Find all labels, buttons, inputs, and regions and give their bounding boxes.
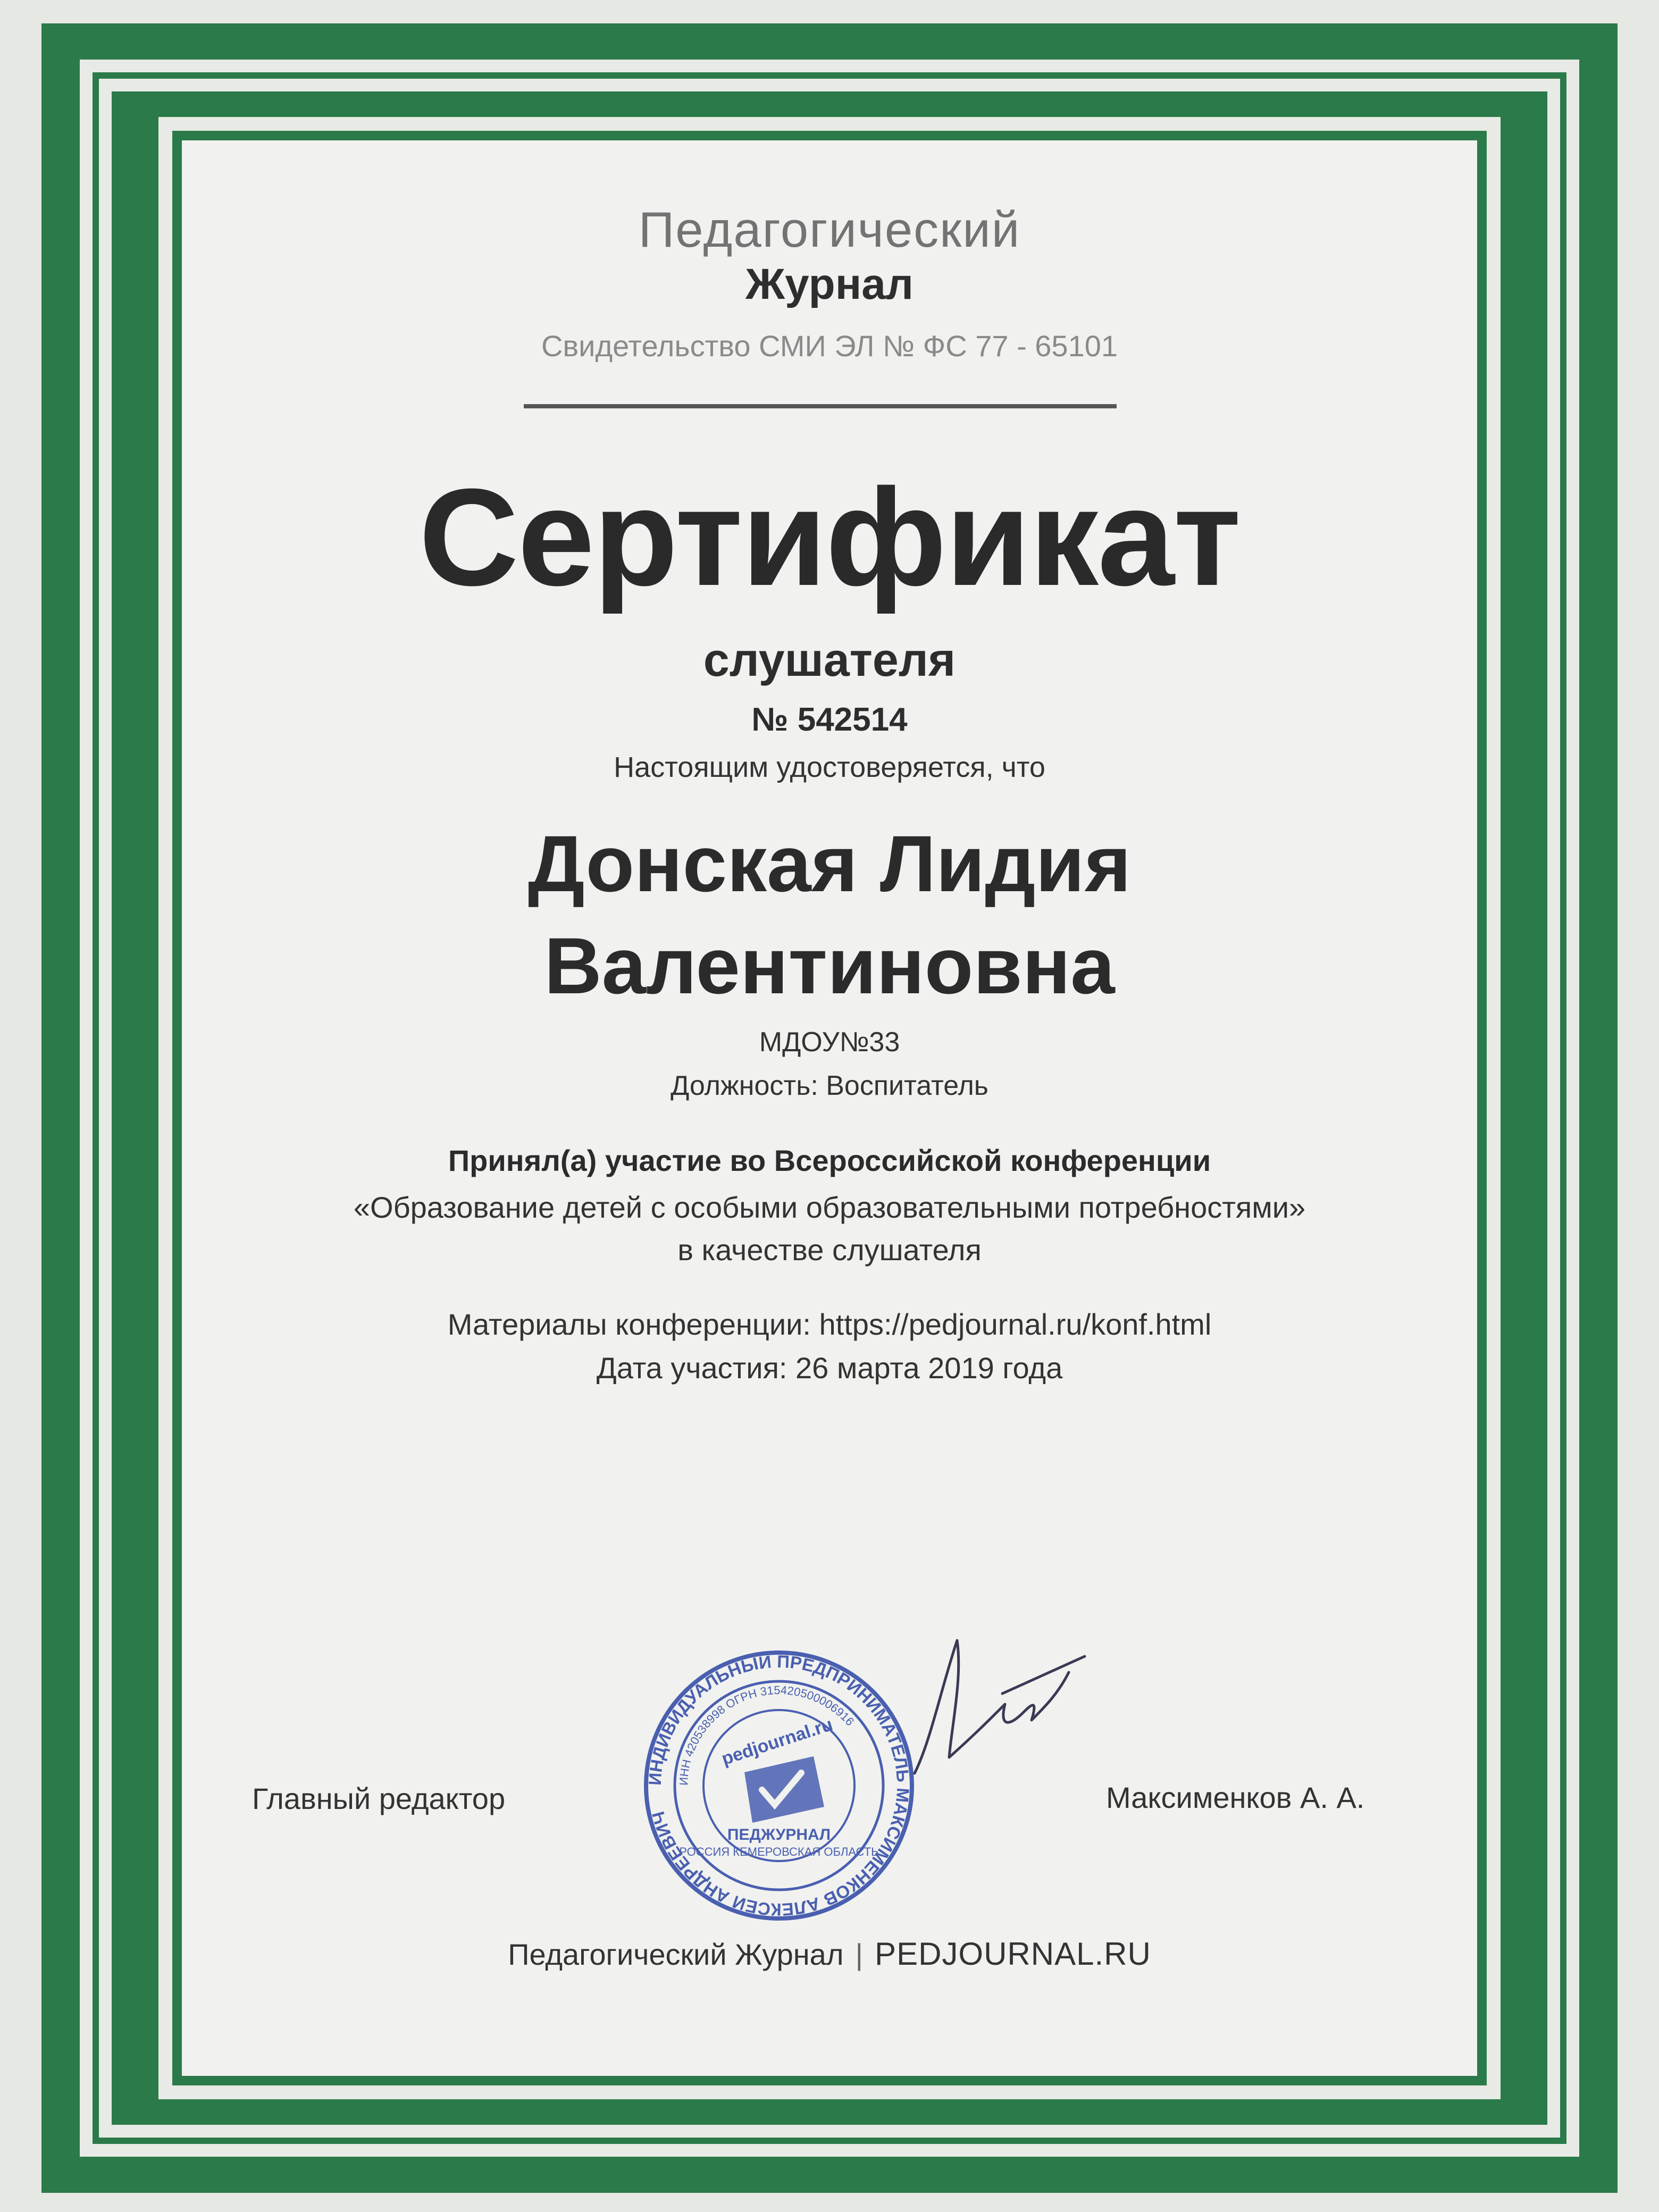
- footer-site: PEDJOURNAL.RU: [875, 1936, 1151, 1972]
- footer: [0, 1936, 1659, 1972]
- participation-date: Дата участия: 26 марта 2019 года: [596, 1351, 1063, 1385]
- participation-role: в качестве слушателя: [677, 1233, 982, 1267]
- certify-text: Настоящим удостоверяется, что: [614, 751, 1045, 783]
- conference-name: «Образование детей с особыми образовательными потребностями»: [353, 1191, 1306, 1224]
- editor-label: Главный редактор: [252, 1782, 506, 1815]
- footer-separator: |: [855, 1938, 864, 1971]
- certificate-number: № 542514: [751, 701, 908, 738]
- divider: [524, 404, 1117, 408]
- recipient-name-line-1: Донская Лидия: [527, 819, 1132, 908]
- certificate-title: Сертификат: [418, 460, 1241, 615]
- recipient-organization: МДОУ№33: [759, 1027, 900, 1058]
- certificate-subtitle: слушателя: [703, 633, 956, 686]
- participation-statement: Принял(а) участие во Всероссийской конференции: [448, 1144, 1211, 1177]
- media-certificate: Свидетельство СМИ ЭЛ № ФС 77 - 65101: [541, 329, 1118, 363]
- editor-signature: [899, 1619, 1090, 1784]
- official-stamp: [641, 1647, 917, 1924]
- footer-journal-name: Педагогический Журнал: [508, 1938, 844, 1971]
- conference-materials: Материалы конференции: https://pedjournal.ru/konf.html: [447, 1308, 1212, 1341]
- stamp-bottom-text: РОССИЯ КЕМЕРОВСКАЯ ОБЛАСТЬ: [679, 1845, 879, 1858]
- stamp-outer-text: ИНДИВИДУАЛЬНЫЙ ПРЕДПРИНИМАТЕЛЬ МАКСИМЕНКОВ АЛЕКСЕЙ АНДРЕЕВИЧ: [644, 1651, 914, 1920]
- stamp-inner-text: ИНН 420538998 ОГРН 315420500006916: [676, 1683, 857, 1786]
- stamp-brand-text: ПЕДЖУРНАЛ: [727, 1826, 831, 1844]
- logo-line-1: Педагогический: [638, 202, 1021, 257]
- editor-name: Максименков А. А.: [1106, 1781, 1365, 1814]
- recipient-name-line-2: Валентиновна: [544, 921, 1115, 1010]
- stamp-site-text: pedjournal.ru: [719, 1714, 835, 1770]
- logo-line-2: Журнал: [745, 260, 914, 308]
- recipient-position: Должность: Воспитатель: [671, 1070, 988, 1101]
